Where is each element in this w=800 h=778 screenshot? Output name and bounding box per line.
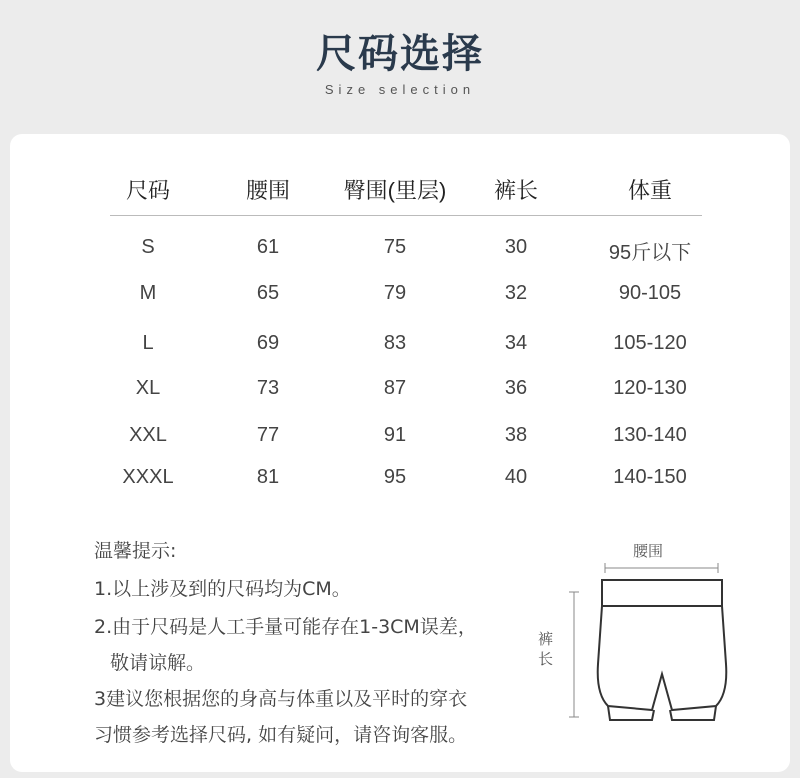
header-length: 裤长	[493, 178, 539, 203]
cell-weight: 140-150	[613, 466, 687, 488]
cell-weight: 120-130	[613, 377, 687, 399]
header-hip: 臀围(里层)	[343, 178, 447, 203]
page-subtitle: Size selection	[324, 82, 476, 97]
cell-waist: 81	[256, 466, 280, 488]
cell-hip: 83	[383, 332, 407, 354]
cell-hip: 87	[383, 377, 407, 399]
cell-waist: 73	[256, 377, 280, 399]
shorts-outline	[530, 544, 750, 724]
cell-weight: 130-140	[613, 424, 687, 446]
cell-length: 34	[504, 332, 528, 354]
length-label-1: 裤	[538, 630, 554, 648]
cell-waist: 61	[256, 236, 280, 258]
cell-size: L	[142, 332, 154, 354]
header-size: 尺码	[125, 178, 171, 203]
cell-hip: 95	[383, 466, 407, 488]
cell-hip: 75	[383, 236, 407, 258]
size-table	[10, 134, 790, 514]
cell-length: 36	[504, 377, 528, 399]
notes-heading: 温馨提示:	[94, 540, 177, 562]
header-weight: 体重	[627, 178, 673, 203]
cell-size: S	[141, 236, 155, 258]
cell-length: 30	[504, 236, 528, 258]
note-line-3: 3建议您根据您的身高与体重以及平时的穿衣	[94, 688, 468, 710]
cell-hip: 91	[383, 424, 407, 446]
cell-hip: 79	[383, 282, 407, 304]
note-line-3b: 习惯参考选择尺码, 如有疑问，请咨询客服。	[94, 724, 468, 746]
cell-waist: 77	[256, 424, 280, 446]
length-label-2: 长	[538, 650, 554, 668]
shorts-diagram	[530, 544, 750, 724]
cell-waist: 65	[256, 282, 280, 304]
cell-weight: 95斤以下	[608, 242, 692, 264]
waist-label: 腰围	[633, 542, 664, 560]
cell-length: 40	[504, 466, 528, 488]
note-line-2b: 敬请谅解。	[110, 652, 206, 674]
header-divider	[110, 215, 702, 216]
note-line-1: 1.以上涉及到的尺码均为CM。	[94, 578, 351, 600]
page-title: 尺码选择	[316, 31, 484, 77]
cell-length: 32	[504, 282, 528, 304]
cell-length: 38	[504, 424, 528, 446]
cell-size: M	[139, 282, 157, 304]
cell-size: XXL	[129, 424, 167, 446]
header-waist: 腰围	[245, 178, 291, 203]
cell-weight: 90-105	[618, 282, 682, 304]
cell-weight: 105-120	[613, 332, 687, 354]
cell-size: XXXL	[122, 466, 174, 488]
cell-waist: 69	[256, 332, 280, 354]
note-line-2: 2.由于尺码是人工手量可能存在1-3CM误差，	[94, 616, 477, 638]
cell-size: XL	[135, 377, 161, 399]
size-card	[10, 134, 790, 772]
